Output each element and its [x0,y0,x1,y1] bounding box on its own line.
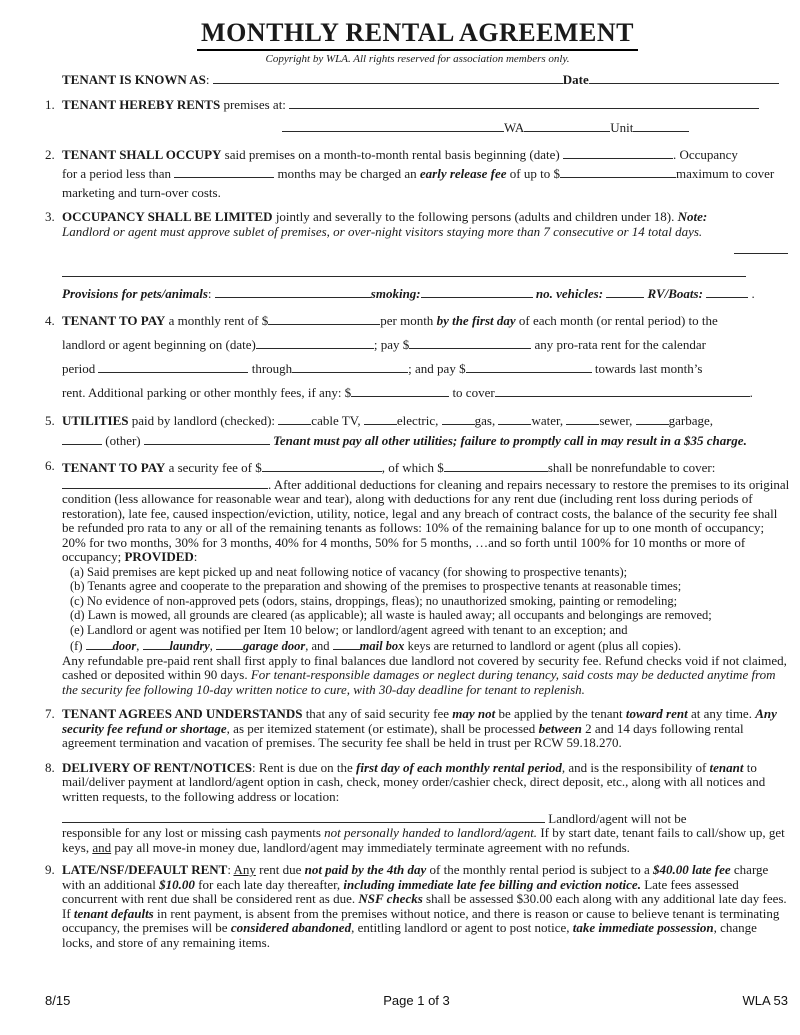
text-run: (f) [70,639,86,653]
blank-field[interactable] [589,71,779,84]
section-body [62,761,790,805]
section-3 [45,210,790,239]
text-run: TENANT AGREES AND UNDERSTANDS [62,706,303,721]
blank-field[interactable] [213,71,563,84]
text-run: Provisions for pets/animals [62,286,208,301]
proviso-b [70,579,790,594]
text-run: (other) [102,433,144,448]
section-body [62,459,790,565]
blank-field[interactable] [98,360,248,373]
text-run: , and is the responsibility of [561,759,710,775]
text-run: months may be charged an [274,166,420,181]
text-run: NSF checks [358,891,423,906]
blank-field[interactable] [144,432,270,445]
text-run: between [538,720,582,736]
proviso-a [70,565,790,580]
blank-field[interactable] [442,412,475,425]
copyright-line: Copyright by WLA. All rights reserved for association members only. [265,53,570,65]
section-5 [45,411,790,451]
text-run: : [205,72,213,87]
text-run: any pro-rata rent for the calendar [531,337,706,352]
text-run: (b) Tenants agree and cooperate to the preparation and showing of the premises to prospective tenants at reasonable times; [70,579,682,593]
text-run: (d) Lawn is mowed, all grounds are cleared (as applicable); all waste is hauled away; all occupants and belongings are removed; [70,608,712,622]
text-run: paid by landlord (checked): [128,413,279,428]
text-run: rent due [255,862,305,877]
text-run: tenant [709,759,744,775]
section-body [62,93,790,139]
text-run: For tenant-responsible damages or neglect during tenancy, said costs may be deducted anytime from the security fee following 10-day written notice to cure, with 30-day deadline for tenant to replenish. [62,667,776,697]
text-run: including immediate late fee billing and eviction notice. [343,876,641,892]
text-run: laundry [169,639,210,653]
text-run: DELIVERY OF RENT/NOTICES [62,759,253,775]
blank-field[interactable] [606,285,644,298]
text-run: in rent payment, is absent from the premises without notice, and there is reason or cause to believe tenant is terminating occupancy, the premises will be [62,905,780,935]
text-run: of the monthly rental period is subject to a [426,862,654,877]
page-title: MONTHLY RENTAL AGREEMENT [197,18,638,51]
text-run: : Rent is due on the [252,759,357,775]
blank-field[interactable] [566,412,599,425]
blank-field[interactable] [262,459,382,472]
section-number: 5. [45,413,55,428]
text-run: Note: [677,209,708,224]
blank-field[interactable] [216,637,243,650]
blank-field[interactable] [444,459,548,472]
text-run: to mail/deliver payment at landlord/agent option in cash, check, money order/cashier check, direct deposit, etc., along with all notices and written requests, to the following address or location: [62,759,766,804]
blank-field[interactable] [62,432,102,445]
text-run: tenant defaults [73,905,154,921]
document-body [45,71,790,950]
text-run: . After additional deductions for cleaning and repairs necessary to restore the premises to its original condition (less allowance for reasonable wear and tear), along with deductions for any rent due (including rent loss during periods of restoration), late fee, caused inspection/eviction, utility, notice, legal and any breach of contract costs, the balance of the security fee shall be refunded pro rata to any or all of the remaining tenants as follows: 10% of the remaining balance for up to one month of occupancy; 20% for two months, 30% for 3 months, 40% for 4 months, 50% for 5 months, …and so forth until 100% for 10 months or more of occupancy; [62,476,790,564]
section-number: 4. [45,313,55,328]
blank-field[interactable] [495,384,750,397]
blank-field[interactable] [215,285,371,298]
section-9 [45,863,790,950]
text-run: (c) No evidence of non-approved pets (odors, stains, droppings, fleas); no unauthorized smoking, painting or remodeling; [70,593,678,608]
blank-field[interactable] [364,412,397,425]
text-run: and [92,839,112,855]
footer-page-number: Page 1 of 3 [383,993,450,1008]
text-run: mail box [359,639,405,653]
text-run: by the first day [436,313,516,328]
section-body [62,411,790,451]
text-run: electric, [396,413,442,428]
blank-field[interactable] [333,637,360,650]
text-run: premises at: [220,97,290,112]
blank-field[interactable] [143,637,170,650]
blank-field[interactable] [62,810,545,823]
text-run: rent. Additional parking or other monthly fees, if any: $ [62,385,352,400]
text-run: LATE/NSF/DEFAULT RENT [62,862,228,877]
section-number: 1. [45,97,55,112]
blank-field[interactable] [351,384,449,397]
text-run: shall be nonrefundable to cover: [547,460,716,475]
blank-field[interactable] [174,165,274,178]
text-run: jointly and severally to the following persons (adults and children under 18). [272,209,678,224]
text-run: . [749,385,753,400]
text-run: , entitling landlord or agent to post notice, [351,920,573,935]
proviso-c [70,594,790,609]
text-run: Any [233,862,256,877]
text-run: be applied by the tenant [495,706,626,721]
text-run: for a period less than [62,166,175,181]
text-run: $10.00 [159,876,195,892]
text-run: Late fees assessed concurrent with rent due shall be considered rent as due. [62,876,739,906]
rent-address-line [62,810,790,826]
text-run: marketing and turn-over costs. [62,185,221,200]
blank-field[interactable] [256,336,374,349]
footer-revision-date: 8/15 [45,993,71,1008]
text-run: not paid by the 4th day [304,862,427,877]
text-run: water, [531,413,567,428]
text-run: cable TV, [311,413,364,428]
proviso-f [70,637,790,654]
text-run: TENANT SHALL OCCUPY [62,147,222,162]
text-run: not personally handed to landlord/agent. [324,825,538,840]
section-number: 7. [45,706,55,721]
text-run: may not [452,706,496,721]
text-run: a monthly rent of $ [165,313,269,328]
text-run: responsible for any lost or missing cash payments [62,825,325,840]
text-run: : [227,862,234,877]
footer-form-number: WLA 53 [742,993,788,1008]
blank-field[interactable] [282,119,504,132]
blank-field[interactable] [498,412,531,425]
section-number: 9. [45,862,55,877]
text-run: PROVIDED [124,549,194,564]
text-run: a security fee of $ [165,460,262,475]
section-body [62,210,790,239]
text-run: landlord or agent beginning on (date) [62,337,256,352]
blank-field[interactable] [636,412,669,425]
text-run: sewer, [599,413,636,428]
blank-field[interactable] [62,264,746,277]
text-run: , change locks, and store of any remaining items. [62,920,757,950]
text-run: considered abandoned [230,920,352,935]
text-run: for each late day thereafter, [194,876,344,892]
proviso-d [70,608,790,623]
text-run: . [748,286,755,301]
text-run: Date [562,72,589,87]
text-run: (a) Said premises are kept picked up and neat following notice of vacancy (for showing to prospective tenants); [70,564,628,579]
text-run: Tenant must pay all other utilities; failure to promptly call in may result in a $35 charge. [269,433,747,448]
section-body [62,145,790,202]
text-run: , and [305,639,333,653]
text-run: . Occupancy [672,147,738,162]
text-run: toward rent [625,706,688,721]
section-body [62,863,790,950]
section-7 [45,707,790,751]
pets-provisions-line [62,285,790,301]
blank-field[interactable] [466,360,592,373]
section-number: 3. [45,209,55,224]
text-run: door [112,639,137,653]
blank-field[interactable] [409,336,531,349]
section-2 [45,145,790,202]
blank-field[interactable] [421,285,533,298]
section-body [62,707,790,751]
text-run: take immediate possession [572,920,714,935]
text-run: TENANT TO PAY [62,460,166,475]
section-1 [45,93,790,139]
text-run: WA [504,120,525,135]
text-run: (e) Landlord or agent was notified per Item 10 below; or landlord/agent agreed with tenant to an exception; and [70,622,628,637]
text-run: of each month (or rental period) to the [515,313,718,328]
text-run: Any security fee refund or shortage [62,706,777,736]
blank-field[interactable] [633,119,689,132]
blank-field[interactable] [563,146,673,159]
blank-field[interactable] [278,412,311,425]
section-6 [45,459,790,565]
text-run: of up to $ [506,166,560,181]
text-run: , of which $ [381,460,444,475]
text-run: that any of said security fee [302,706,453,721]
tenant-known-as-line [62,71,790,89]
text-run: no. vehicles: [532,286,607,301]
blank-field[interactable] [734,241,788,254]
text-run: gas, [474,413,499,428]
text-run: : [207,286,215,301]
text-run: ; pay $ [373,337,410,352]
section-6-closing [62,654,790,698]
text-run: TENANT TO PAY [62,313,166,328]
text-run: early release fee [419,166,507,181]
text-run: period [62,361,99,376]
text-run: $40.00 late fee [653,862,731,877]
text-run: RV/Boats: [644,286,707,301]
text-run: pay all move-in money due, landlord/agent may immediately terminate agreement with no refunds. [111,839,630,855]
blank-field[interactable] [289,96,759,109]
text-run: keys are returned to landlord or agent (plus all copies). [404,639,682,653]
text-run: to cover [449,385,495,400]
section-number: 8. [45,759,55,775]
section-4 [45,309,790,405]
blank-field[interactable] [268,312,380,325]
spacer [62,253,734,254]
text-run: UTILITIES [62,413,129,428]
section-number: 6. [45,458,55,473]
text-run: TENANT HEREBY RENTS [62,97,221,112]
text-run: said premises on a month-to-month rental basis beginning (date) [221,147,563,162]
blank-field[interactable] [706,285,748,298]
spacer [62,131,282,132]
text-run: first day of each monthly rental period [356,759,562,775]
title-wrap [45,18,790,51]
text-run: Any refundable pre-paid rent shall first apply to final balances due landlord not covered by security fee. Refund checks void if not claimed, cashed or deposited within 90 days. [62,652,787,682]
section-8 [45,761,790,805]
text-run: OCCUPANCY SHALL BE LIMITED [62,209,273,224]
text-run: Landlord/agent will not be [545,811,687,826]
text-run: If by start date, tenant fails to call/show up, get keys, [62,825,785,855]
text-run: at any time. [687,706,756,721]
blank-field[interactable] [524,119,610,132]
section-8-continued [62,826,790,855]
text-run: , [136,639,143,653]
proviso-e [70,623,790,638]
blank-field[interactable] [560,165,676,178]
text-run: maximum to cover [675,166,775,181]
text-run: 2 and 14 days following rental agreement termination and vacation of premises. The security fee shall be held in trust per RCW 59.18.270. [62,720,744,750]
names-blank-line-1 [62,241,790,256]
text-run: TENANT IS KNOWN AS [62,72,206,87]
text-run: per month [380,313,437,328]
text-run: ; and pay $ [408,361,466,376]
text-run: Unit [610,120,634,135]
text-run: garage door [243,639,306,653]
text-run: smoking: [370,286,421,301]
names-blank-line-2 [62,264,790,279]
text-run: : [193,549,198,564]
text-run: shall be assessed $30.00 each along with any additional late day fees. If [62,891,787,921]
text-run: garbage, [668,413,714,428]
text-run: , as per itemized statement (or estimate), shall be processed [226,720,539,736]
section-body [62,309,790,405]
text-run: charge with an additional [62,862,769,892]
blank-field[interactable] [292,360,408,373]
section-number: 2. [45,147,55,162]
text-run: through [248,361,293,376]
text-run: Landlord or agent must approve sublet of premises, or over-night visitors staying more than 7 consecutive or 14 total days. [62,223,703,239]
blank-field[interactable] [86,637,113,650]
text-run: towards last month’s [591,361,703,376]
text-run: , [209,639,217,653]
blank-field[interactable] [62,476,268,489]
